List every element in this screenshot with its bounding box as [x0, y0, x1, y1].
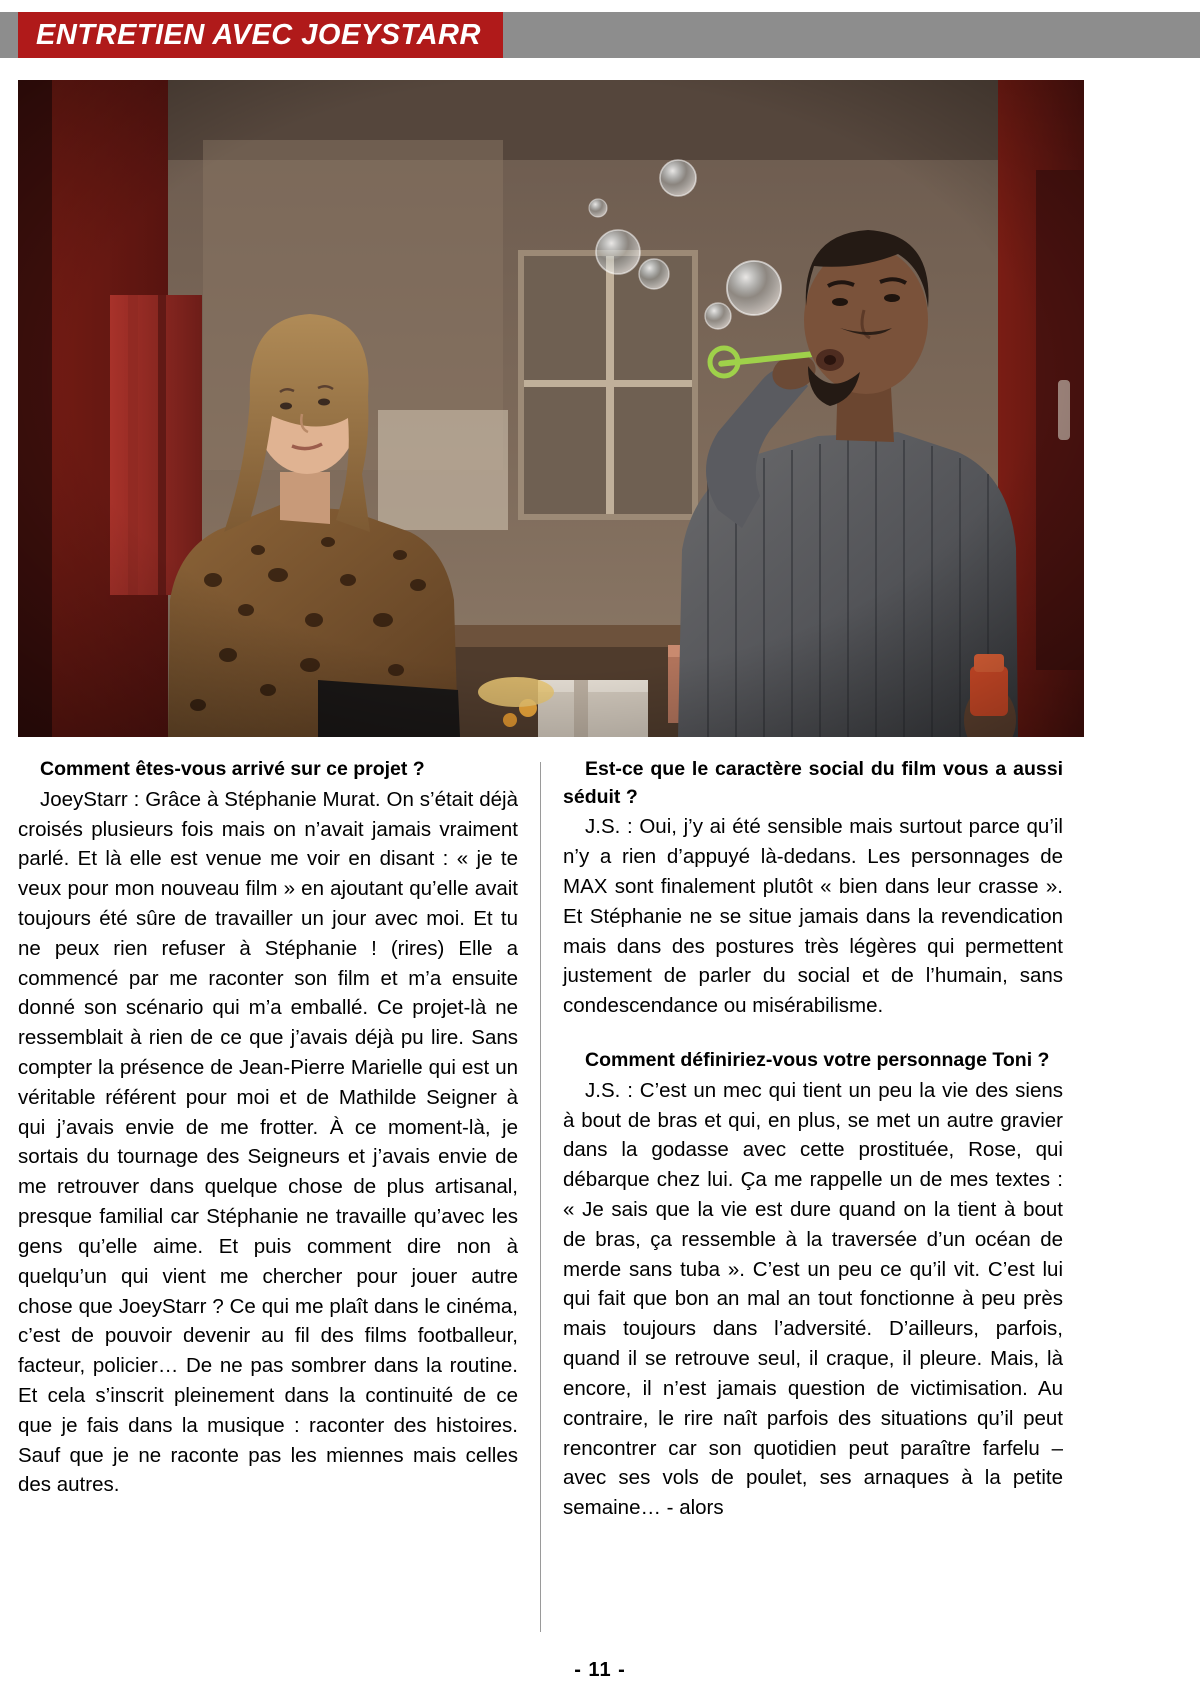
photo-illustration [18, 80, 1084, 737]
article-photo [18, 80, 1084, 737]
right-column [563, 756, 1063, 1636]
left-column [18, 756, 518, 1636]
header-section-tag [18, 12, 503, 58]
column-divider [540, 762, 541, 1632]
page-number: - 11 - [574, 1659, 626, 1681]
answer-1: JoeyStarr : Grâce à Stéphanie Murat. On s’était déjà croisés plusieurs fois mais on n’avait jamais vraiment parlé. Et là elle est venue me voir en disant : « je te veux pour mon nouveau film » en ajoutant qu’elle avait toujours été sûre de travailler un jour avec moi. Et tu ne peux rien refuser à Stéphanie ! (rires) Elle a commencé par me raconter son film et m’a ensuite donné son scénario qui m’a emballé. Ce projet-là ne ressemblait à rien de ce que j’avais déjà pu lire. Sans compter la présence de Jean-Pierre Marielle qui est un véritable référent pour moi et de Mathilde Seigner à qui j’avais envie de me frotter. À ce moment-là, je sortais du tournage des Seigneurs et j’avais envie de me retrouver dans quelque chose de plus artisanal, presque familial car Stéphanie ne travaille qu’avec les gens qu’elle aime. Et puis comment dire non à quelqu’un qui vient me chercher pour jouer autre chose que JoeyStarr ? Ce qui me plaît dans le cinéma, c’est de pouvoir devenir au fil des films footballeur, facteur, policier… De ne pas sombrer dans la routine. Et cela s’inscrit pleinement dans la continuité de ce que je fais dans la musique : raconter des histoires. Sauf que je ne raconte pas les miennes mais celles des autres. [18, 787, 518, 1497]
question-2: Est-ce que le caractère social du film vous a aussi séduit ? [563, 758, 1063, 808]
paragraph-spacer [563, 1021, 1063, 1047]
header-title: ENTRETIEN AVEC JOEYSTARR [36, 18, 481, 51]
question-3: Comment définiriez-vous votre personnage Toni ? [585, 1049, 1050, 1072]
question-1: Comment êtes-vous arrivé sur ce projet ? [40, 758, 425, 780]
answer-2: J.S. : Oui, j’y ai été sensible mais surtout parce qu’il n’y a rien d’appuyé là-dedans. Les personnages de MAX sont finalement plutôt « bien dans leur crasse ». Et Stéphanie ne se situe jamais dans la revendication mais dans des postures très légères qui permettent justement de parler du social et de l’humain, sans condescendance ou misérabilisme. [563, 815, 1063, 1018]
answer-3: J.S. : C’est un mec qui tient un peu la vie des siens à bout de bras et qui, en plus, se met un autre gravier dans la godasse avec cette prostituée, Rose, qui débarque chez lui. Ça me rappelle un de mes textes : « Je sais que la vie est dure quand on la tient à bout de bras, ça ressemble à la traversée d’un océan de merde sans tuba ». C’est un peu ce qu’il vit. C’est lui qui fait que bon an mal an tout fonctionne à peu près mais toujours dans l’adversité. D’ailleurs, parfois, quand il se retrouve seul, il craque, il pleure. Mais, là encore, il n’est jamais question de victimisation. Au contraire, le rire naît parfois des situations qu’il peut rencontrer car son quotidien peut paraître farfelu – avec ses vols de poulet, ses arnaques à la petite semaine… - alors [563, 1078, 1063, 1520]
article-body [18, 756, 1084, 1636]
